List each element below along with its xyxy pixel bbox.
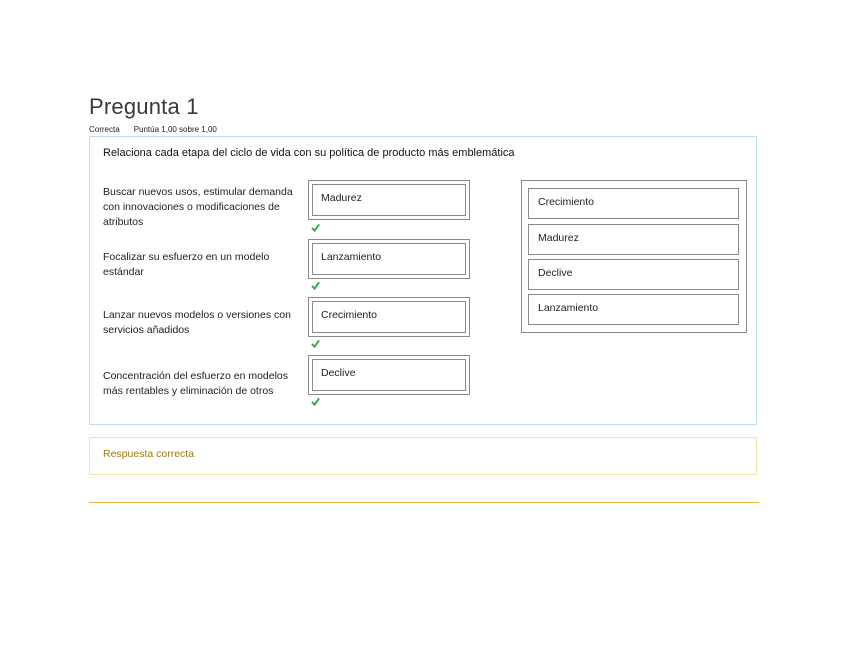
dropped-answer-3[interactable]: Crecimiento — [312, 301, 466, 333]
feedback-box — [89, 437, 757, 475]
drop-zone-1[interactable] — [308, 180, 470, 220]
options-pool — [521, 180, 747, 333]
stem-4: Concentración del esfuerzo en modelos más rentables y eliminación de otros — [103, 370, 289, 397]
question-title: Pregunta 1 — [89, 94, 199, 119]
option-item[interactable]: Lanzamiento — [528, 294, 739, 325]
stem-1: Buscar nuevos usos, estimular demanda con innovaciones o modificaciones de atributos — [103, 186, 293, 228]
question-text: Relaciona cada etapa del ciclo de vida con su política de producto más emblemática — [103, 147, 515, 159]
stem-3: Lanzar nuevos modelos o versiones con servicios añadidos — [103, 309, 291, 336]
divider — [89, 502, 759, 503]
check-icon — [311, 397, 320, 406]
question-state: Correcta — [89, 125, 120, 134]
drop-zone-2[interactable] — [308, 239, 470, 279]
option-item[interactable]: Crecimiento — [528, 188, 739, 219]
dropped-answer-2[interactable]: Lanzamiento — [312, 243, 466, 275]
drop-zone-3[interactable] — [308, 297, 470, 337]
question-score: Puntúa 1,00 sobre 1,00 — [133, 125, 217, 134]
feedback-text: Respuesta correcta — [103, 448, 195, 460]
question-content — [89, 136, 757, 425]
check-icon — [311, 223, 320, 232]
dropped-answer-1[interactable]: Madurez — [312, 184, 466, 216]
option-item[interactable]: Declive — [528, 259, 739, 290]
question-info — [89, 125, 217, 134]
drop-zone-4[interactable] — [308, 355, 470, 395]
dropped-answer-4[interactable]: Declive — [312, 359, 466, 391]
stem-2: Focalizar su esfuerzo en un modelo estándar — [103, 251, 270, 278]
check-icon — [311, 281, 320, 290]
check-icon — [311, 339, 320, 348]
option-item[interactable]: Madurez — [528, 224, 739, 255]
